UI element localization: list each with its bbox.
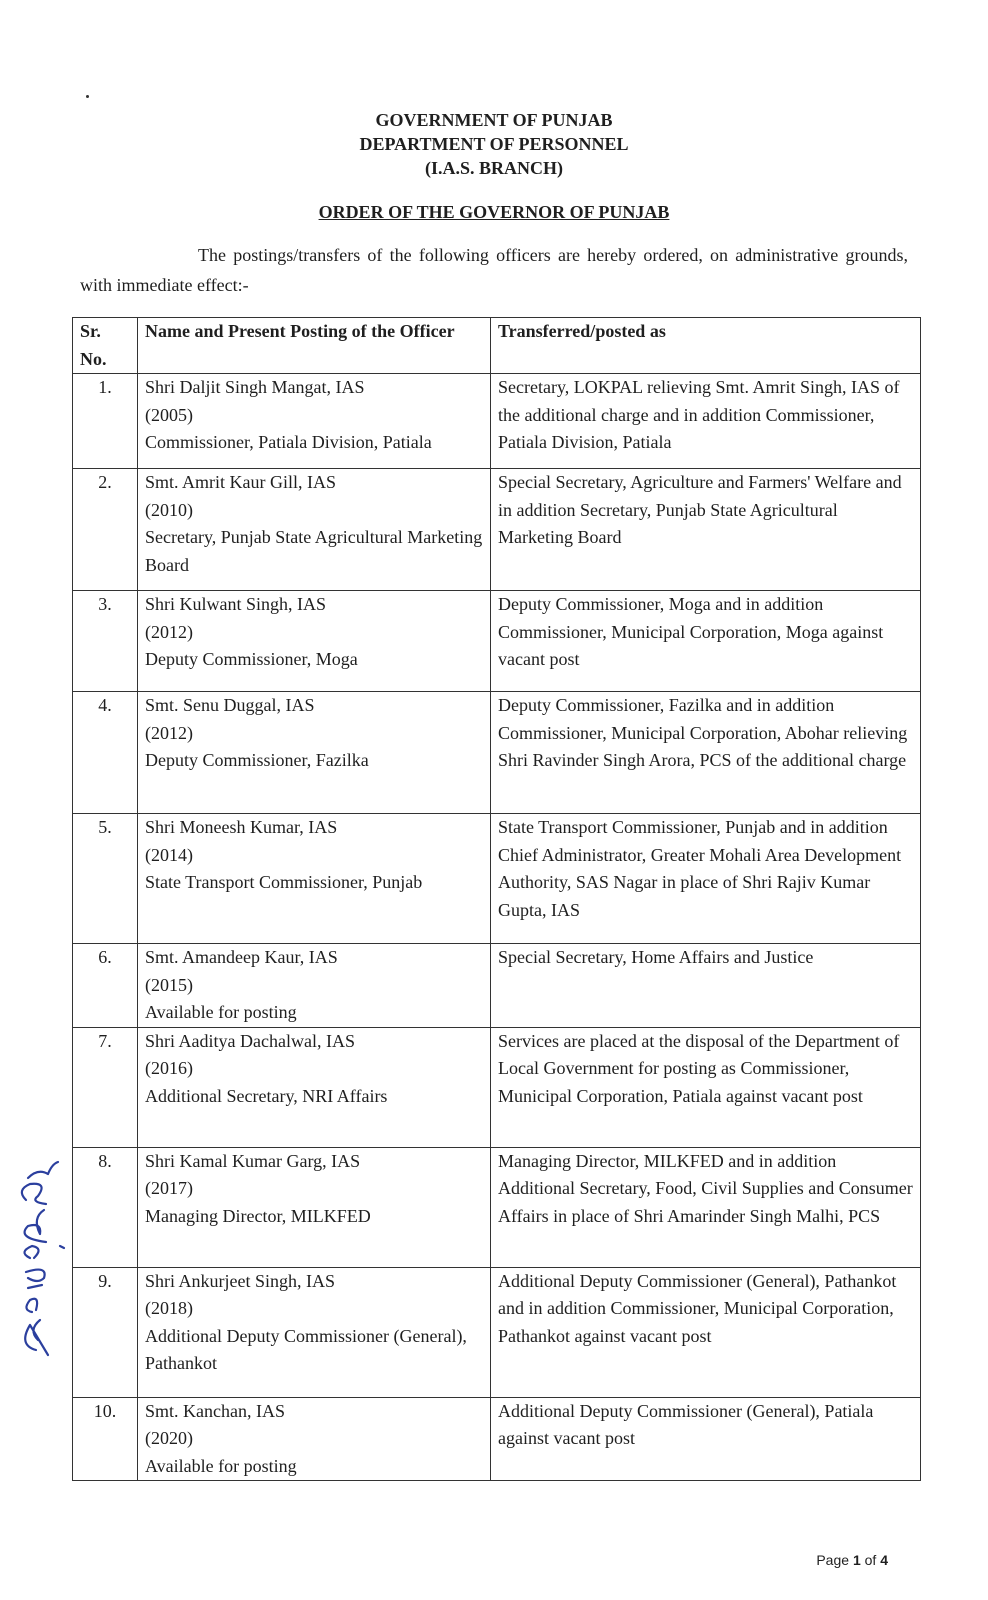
order-title: ORDER OF THE GOVERNOR OF PUNJAB xyxy=(318,202,670,222)
document-header xyxy=(0,108,988,180)
cell-sr-no: 5. xyxy=(73,814,138,944)
cell-transferred-as: Special Secretary, Agriculture and Farmers' Welfare and in addition Secretary, Punjab State Agricultural Marketing Board xyxy=(491,469,921,591)
cell-sr-no: 9. xyxy=(73,1267,138,1397)
table-row xyxy=(73,374,921,469)
officer-batch: (2012) xyxy=(145,621,193,642)
officer-batch: (2018) xyxy=(145,1298,193,1318)
officer-name: Smt. Kanchan, IAS xyxy=(145,1400,285,1421)
table-row xyxy=(73,469,921,591)
cell-sr-no: 2. xyxy=(73,469,138,591)
cell-transferred-as: Managing Director, MILKFED and in addition Additional Secretary, Food, Civil Supplies and Consumer Affairs in place of Shri Amarinder Singh Malhi, PCS xyxy=(491,1147,921,1267)
cell-transferred-as: State Transport Commissioner, Punjab and in addition Chief Administrator, Greater Mohali Area Development Authority, SAS Nagar in place of Shri Rajiv Kumar Gupta, IAS xyxy=(491,814,921,944)
cell-sr-no: 7. xyxy=(73,1027,138,1147)
officer-batch: (2012) xyxy=(145,722,193,743)
cell-sr-no: 8. xyxy=(73,1147,138,1267)
officer-name: Shri Kamal Kumar Garg, IAS xyxy=(145,1150,361,1171)
officer-present: State Transport Commissioner, Punjab xyxy=(145,872,423,892)
officer-name: Shri Kulwant Singh, IAS xyxy=(145,594,327,614)
table-row xyxy=(73,591,921,692)
cell-transferred-as: Secretary, LOKPAL relieving Smt. Amrit Singh, IAS of the additional charge and in addition Commissioner, Patiala Division, Patiala xyxy=(491,374,921,469)
cell-officer xyxy=(138,692,491,814)
table-header-row xyxy=(73,318,921,374)
table-row xyxy=(73,1147,921,1267)
header-name-posting: Name and Present Posting of the Officer xyxy=(138,318,491,374)
officer-name: Shri Daljit Singh Mangat, IAS xyxy=(145,377,365,397)
cell-officer xyxy=(138,469,491,591)
officer-batch: (2005) xyxy=(145,404,193,425)
header-sr-no: Sr. No. xyxy=(73,318,138,374)
cell-officer xyxy=(138,1027,491,1147)
officer-present: Additional Secretary, NRI Affairs xyxy=(145,1085,388,1106)
header-government: GOVERNMENT OF PUNJAB xyxy=(375,110,613,130)
officer-batch: (2014) xyxy=(145,844,193,865)
cell-transferred-as: Services are placed at the disposal of the Department of Local Government for posting as Commissioner, Municipal Corporation, Patiala against vacant post xyxy=(491,1027,921,1147)
page-number: Page 1 of 4 xyxy=(816,1552,888,1568)
intro-paragraph: The postings/transfers of the following officers are hereby ordered, on administrative grounds, with immediate effect:- xyxy=(80,245,908,295)
cell-transferred-as: Additional Deputy Commissioner (General), Patiala against vacant post xyxy=(491,1397,921,1481)
signature xyxy=(8,1160,68,1360)
cell-sr-no: 4. xyxy=(73,692,138,814)
officer-name: Shri Ankurjeet Singh, IAS xyxy=(145,1270,336,1291)
cell-transferred-as: Special Secretary, Home Affairs and Justice xyxy=(491,944,921,1028)
table-row xyxy=(73,814,921,944)
officer-present: Additional Deputy Commissioner (General), Pathankot xyxy=(145,1325,467,1373)
officer-name: Shri Moneesh Kumar, IAS xyxy=(145,817,338,837)
cell-officer xyxy=(138,944,491,1028)
table-body xyxy=(73,374,921,1481)
header-department: DEPARTMENT OF PERSONNEL xyxy=(359,134,629,154)
cell-sr-no: 1. xyxy=(73,374,138,469)
cell-sr-no: 6. xyxy=(73,944,138,1028)
officer-present: Managing Director, MILKFED xyxy=(145,1205,371,1226)
cell-officer xyxy=(138,814,491,944)
officer-present: Secretary, Punjab State Agricultural Marketing Board xyxy=(145,527,483,575)
cell-officer xyxy=(138,374,491,469)
cell-sr-no: 3. xyxy=(73,591,138,692)
table-row xyxy=(73,692,921,814)
cell-officer xyxy=(138,1147,491,1267)
officer-present: Deputy Commissioner, Moga xyxy=(145,649,358,669)
table-row xyxy=(73,1027,921,1147)
officer-present: Deputy Commissioner, Fazilka xyxy=(145,750,369,770)
header-branch: (I.A.S. BRANCH) xyxy=(424,158,563,178)
officer-name: Smt. Senu Duggal, IAS xyxy=(145,695,315,715)
table-row xyxy=(73,944,921,1028)
table-row xyxy=(73,1397,921,1481)
officer-name: Smt. Amandeep Kaur, IAS xyxy=(145,947,338,967)
officer-batch: (2020) xyxy=(145,1428,193,1448)
cell-officer xyxy=(138,591,491,692)
cell-transferred-as: Deputy Commissioner, Fazilka and in addition Commissioner, Municipal Corporation, Abohar relieving Shri Ravinder Singh Arora, PCS of the additional charge xyxy=(491,692,921,814)
officer-batch: (2010) xyxy=(145,499,193,520)
officer-present: Commissioner, Patiala Division, Patiala xyxy=(145,432,432,452)
cell-officer xyxy=(138,1397,491,1481)
officer-batch: (2016) xyxy=(145,1058,193,1078)
officer-name: Smt. Amrit Kaur Gill, IAS xyxy=(145,472,337,492)
officer-batch: (2015) xyxy=(145,974,193,995)
cell-transferred-as: Deputy Commissioner, Moga and in addition Commissioner, Municipal Corporation, Moga against vacant post xyxy=(491,591,921,692)
cell-officer xyxy=(138,1267,491,1397)
table-row xyxy=(73,1267,921,1397)
officer-batch: (2017) xyxy=(145,1178,193,1198)
officer-name: Shri Aaditya Dachalwal, IAS xyxy=(145,1030,355,1051)
speck xyxy=(86,95,89,98)
transfer-table xyxy=(72,317,921,1481)
cell-transferred-as: Additional Deputy Commissioner (General), Pathankot and in addition Commissioner, Municipal Corporation, Pathankot against vacant post xyxy=(491,1267,921,1397)
officer-present: Available for posting xyxy=(145,1455,297,1476)
officer-present: Available for posting xyxy=(145,1002,297,1022)
cell-sr-no: 10. xyxy=(73,1397,138,1481)
header-transferred-as: Transferred/posted as xyxy=(491,318,921,374)
